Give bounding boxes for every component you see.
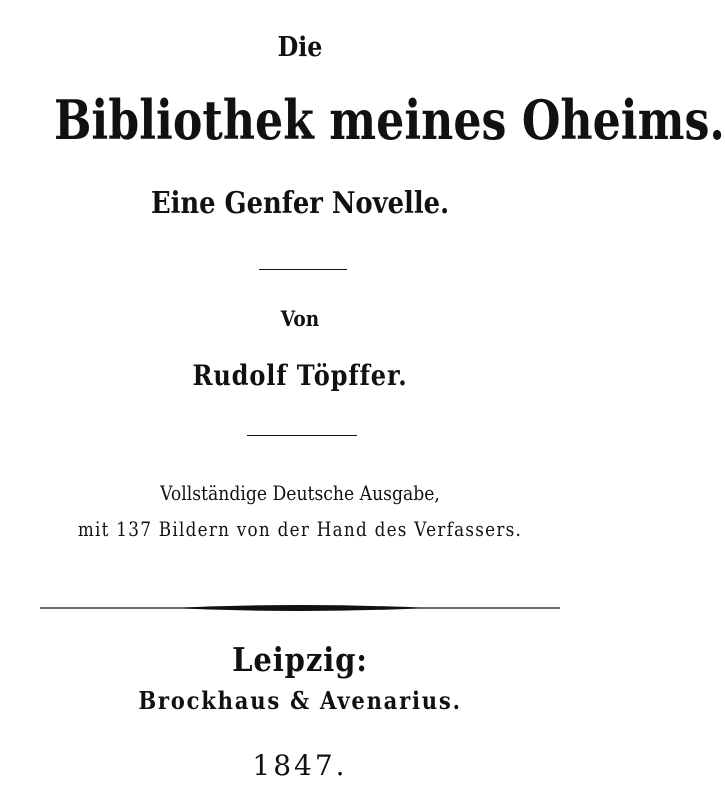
edition-note-line-1: Vollständige Deutsche Ausgabe, [160, 481, 440, 505]
publication-place: Leipzig: [232, 640, 368, 679]
ornamental-swell-rule [40, 601, 560, 615]
author-name: Rudolf Töpffer. [192, 359, 408, 392]
book-subtitle: Eine Genfer Novelle. [150, 186, 450, 221]
book-title: Bibliothek meines Oheims. [54, 88, 725, 152]
edition-note-line-2: mit 137 Bildern von der Hand des Verfassers. [77, 517, 523, 541]
by-label: Von [280, 306, 320, 331]
title-article: Die [277, 32, 323, 63]
divider-rule-middle [247, 435, 357, 436]
publication-year: 1847. [252, 749, 348, 782]
publisher-name: Brockhaus & Avenarius. [138, 686, 462, 715]
divider-rule-top [259, 269, 347, 270]
